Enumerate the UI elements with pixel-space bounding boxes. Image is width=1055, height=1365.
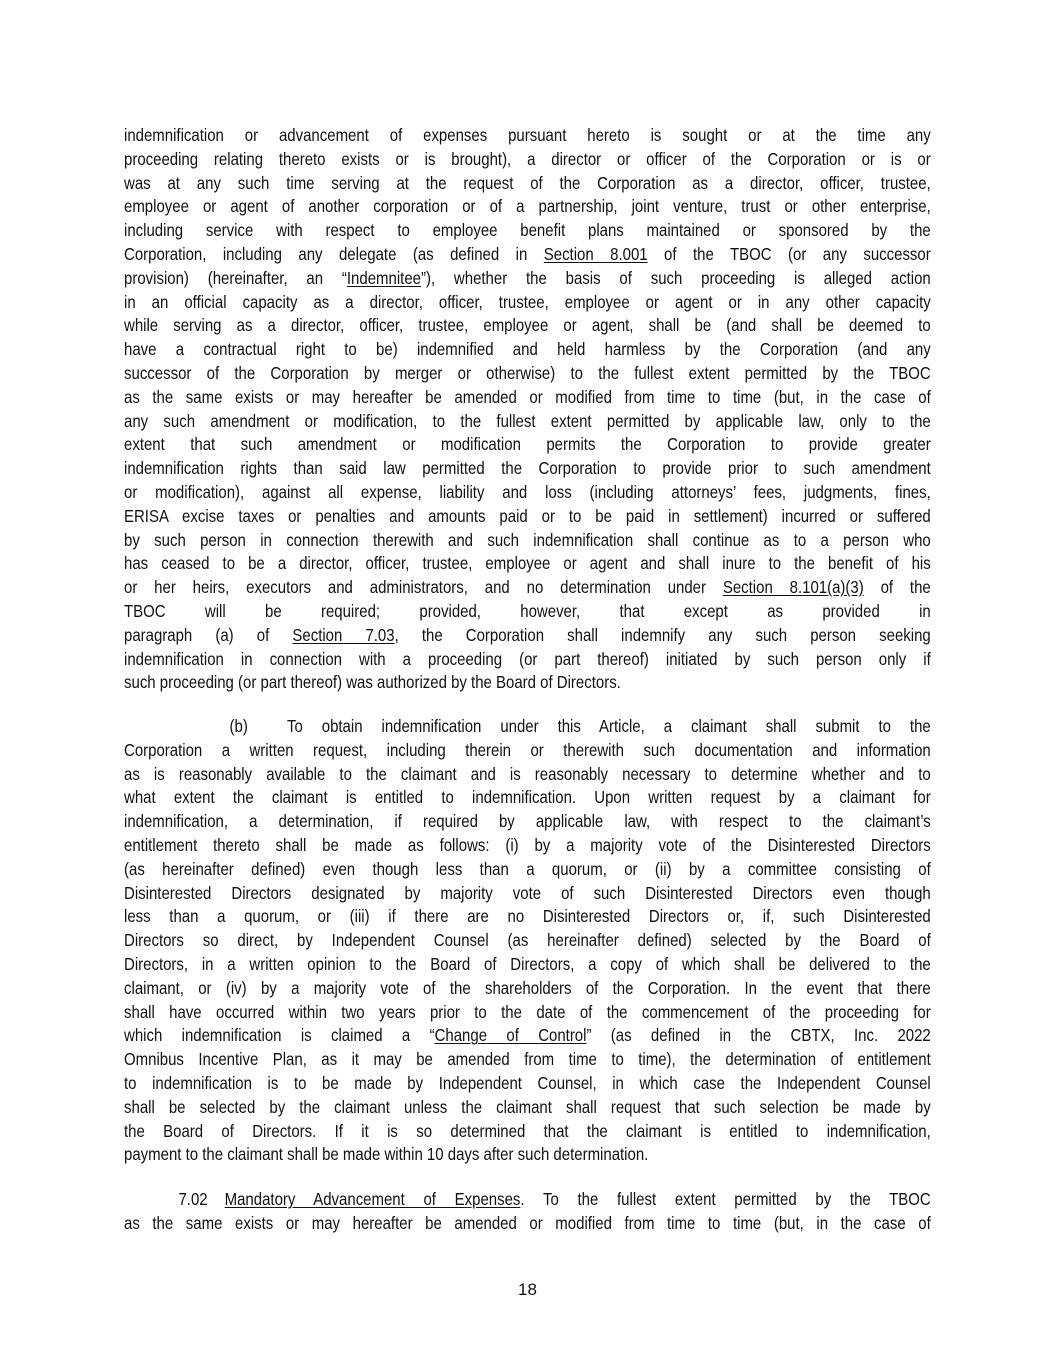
text-line (124, 977, 931, 1001)
text-segment: claimant, or (iv) by a majority vote of the shareholders of the Corporation. In the event that there (124, 977, 931, 998)
text-segment: any such amendment or modification, to the fullest extent permitted by applicable law, only to the (124, 410, 931, 431)
text-line (124, 739, 931, 763)
cross-reference: Change of Control (434, 1025, 587, 1046)
text-segment: was at any such time serving at the request of the Corporation as a director, officer, trustee, (124, 172, 931, 193)
text-segment: paragraph (a) of (124, 624, 293, 645)
text-segment: indemnification, a determination, if required by applicable law, with respect to the claimant’s (124, 811, 931, 832)
text-line (124, 457, 931, 481)
text-segment: of the (863, 577, 931, 598)
text-line (124, 124, 931, 148)
text-line (124, 243, 931, 267)
text-line (124, 715, 931, 739)
text-line (124, 953, 931, 977)
text-segment: Corporation a written request, including therein or therewith such documentation and information (124, 739, 931, 760)
text-segment: what extent the claimant is entitled to indemnification. Upon written request by a claimant for (124, 787, 931, 808)
text-segment: , the Corporation shall indemnify any such person seeking (394, 624, 931, 645)
text-segment: of the TBOC (or any successor (647, 243, 931, 264)
text-line (124, 834, 931, 858)
text-segment: Directors, in a written opinion to the Board of Directors, a copy of which shall be delivered to the (124, 953, 931, 974)
text-segment: entitlement thereto shall be made as follows: (i) by a majority vote of the Disinterested Directors (124, 834, 931, 855)
text-segment: To obtain indemnification under this Article, a claimant shall submit to the (286, 716, 931, 736)
text-line (124, 552, 931, 576)
text-segment: including service with respect to employee benefit plans maintained or sponsored by the (124, 220, 931, 241)
text-line (124, 1120, 931, 1144)
text-line (124, 786, 931, 810)
text-line (124, 291, 931, 315)
text-segment: TBOC will be required; provided, however, that except as provided in (124, 600, 931, 621)
text-line (124, 386, 931, 410)
text-line (124, 195, 931, 219)
text-line (124, 648, 931, 672)
text-segment: (as hereinafter defined) even though less than a quorum, or (ii) by a committee consisting of (124, 858, 931, 879)
text-line (124, 1048, 931, 1072)
text-segment: ” (as defined in the CBTX, Inc. 2022 (586, 1025, 931, 1046)
text-line (124, 929, 931, 953)
cross-reference: Section 8.101(a)(3) (722, 577, 864, 598)
page-number: 18 (518, 1280, 537, 1299)
text-line (124, 858, 931, 882)
text-line (124, 763, 931, 787)
text-line (124, 529, 931, 553)
text-segment: which indemnification is claimed a “ (124, 1025, 435, 1046)
text-line (124, 433, 931, 457)
text-segment: in an official capacity as a director, officer, trustee, employee or agent or in any other capacity (124, 291, 931, 312)
text-segment: indemnification in connection with a proceeding (or part thereof) initiated by such person only if (124, 648, 931, 669)
cross-reference: Mandatory Advancement of Expenses (224, 1189, 521, 1209)
text-segment: have a contractual right to be) indemnified and held harmless by the Corporation (and any (124, 339, 931, 360)
text-line (124, 882, 931, 906)
text-segment: ”), whether the basis of such proceeding is alleged action (420, 267, 931, 288)
text-line (124, 810, 931, 834)
text-segment: Corporation, including any delegate (as defined in (124, 243, 544, 264)
text-segment: proceeding relating thereto exists or is brought), a director or officer of the Corporation or is or (124, 148, 931, 169)
text-segment: 7.02 (178, 1189, 208, 1209)
text-segment: less than a quorum, or (iii) if there are no Disinterested Directors or, if, such Disinterested (124, 906, 931, 927)
text-segment: as is reasonably available to the claimant and is reasonably necessary to determine whether and to (124, 763, 931, 784)
text-segment: as the same exists or may hereafter be amended or modified from time to time (but, in the case of (124, 386, 931, 407)
cross-reference: Indemnitee (346, 267, 421, 288)
text-segment: Directors so direct, by Independent Counsel (as hereinafter defined) selected by the Board of (124, 930, 931, 951)
text-line (124, 148, 931, 172)
section-7-02-mandatory-advancement (124, 1188, 1055, 1236)
text-segment: successor of the Corporation by merger or otherwise) to the fullest extent permitted by the TBOC (124, 362, 931, 383)
text-segment: employee or agent of another corporation or of a partnership, joint venture, trust or other enterprise, (124, 196, 931, 217)
text-segment: or her heirs, executors and administrators, and no determination under (124, 577, 723, 598)
text-line (124, 338, 931, 362)
text-line (124, 600, 931, 624)
text-line (124, 410, 931, 434)
text-line (124, 1188, 931, 1212)
text-line (124, 1096, 931, 1120)
paragraph-indemnification-continued (124, 124, 1055, 695)
text-segment: indemnification rights than said law permitted the Corporation to provide prior to such amendment (124, 458, 931, 479)
text-line (124, 172, 931, 196)
text-segment: Disinterested Directors designated by majority vote of such Disinterested Directors even though (124, 882, 931, 903)
text-segment: . To the fullest extent permitted by the TBOC (520, 1189, 931, 1209)
text-segment: as the same exists or may hereafter be amended or modified from time to time (but, in the case of (124, 1212, 931, 1233)
text-segment: Omnibus Incentive Plan, as it may be amended from time to time), the determination of entitlement (124, 1049, 931, 1070)
text-segment: shall be selected by the claimant unless the claimant shall request that such selection be made by (124, 1096, 931, 1117)
text-line (124, 1024, 931, 1048)
text-line (124, 362, 931, 386)
text-line (124, 314, 931, 338)
text-segment: payment to the claimant shall be made within 10 days after such determination. (124, 1144, 649, 1165)
cross-reference: Section 7.03 (292, 624, 395, 645)
text-segment: indemnification or advancement of expenses pursuant hereto is sought or at the time any (124, 125, 931, 145)
text-line (124, 1001, 931, 1025)
text-line (124, 1212, 931, 1236)
paragraph-b-claim-procedure (124, 715, 1055, 1167)
text-segment: extent that such amendment or modification permits the Corporation to provide greater (124, 434, 931, 455)
text-segment: while serving as a director, officer, trustee, employee or agent, shall be (and shall be deemed to (124, 315, 931, 336)
text-line (124, 624, 931, 648)
text-segment: ERISA excise taxes or penalties and amounts paid or to be paid in settlement) incurred or suffered (124, 505, 931, 526)
text-segment: (b) (229, 716, 248, 736)
text-segment: such proceeding (or part thereof) was authorized by the Board of Directors. (124, 672, 621, 693)
text-segment: to indemnification is to be made by Independent Counsel, in which case the Independent Counsel (124, 1072, 931, 1093)
text-line (124, 267, 931, 291)
text-line (124, 219, 931, 243)
text-segment: has ceased to be a director, officer, trustee, employee or agent and shall inure to the benefit of his (124, 553, 931, 574)
text-line (124, 905, 931, 929)
text-segment: shall have occurred within two years prior to the date of the commencement of the proceeding for (124, 1001, 931, 1022)
text-line (124, 1143, 931, 1167)
text-line (124, 671, 931, 695)
text-segment: by such person in connection therewith and such indemnification shall continue as to a person who (124, 529, 931, 550)
text-line (124, 1072, 931, 1096)
text-segment: or modification), against all expense, liability and loss (including attorneys’ fees, judgments, fines, (124, 481, 931, 502)
text-line (124, 576, 931, 600)
text-segment: the Board of Directors. If it is so determined that the claimant is entitled to indemnification, (124, 1120, 931, 1141)
text-segment: provision) (hereinafter, an “ (124, 267, 347, 288)
text-line (124, 481, 931, 505)
cross-reference: Section 8.001 (543, 243, 648, 264)
text-line (124, 505, 931, 529)
